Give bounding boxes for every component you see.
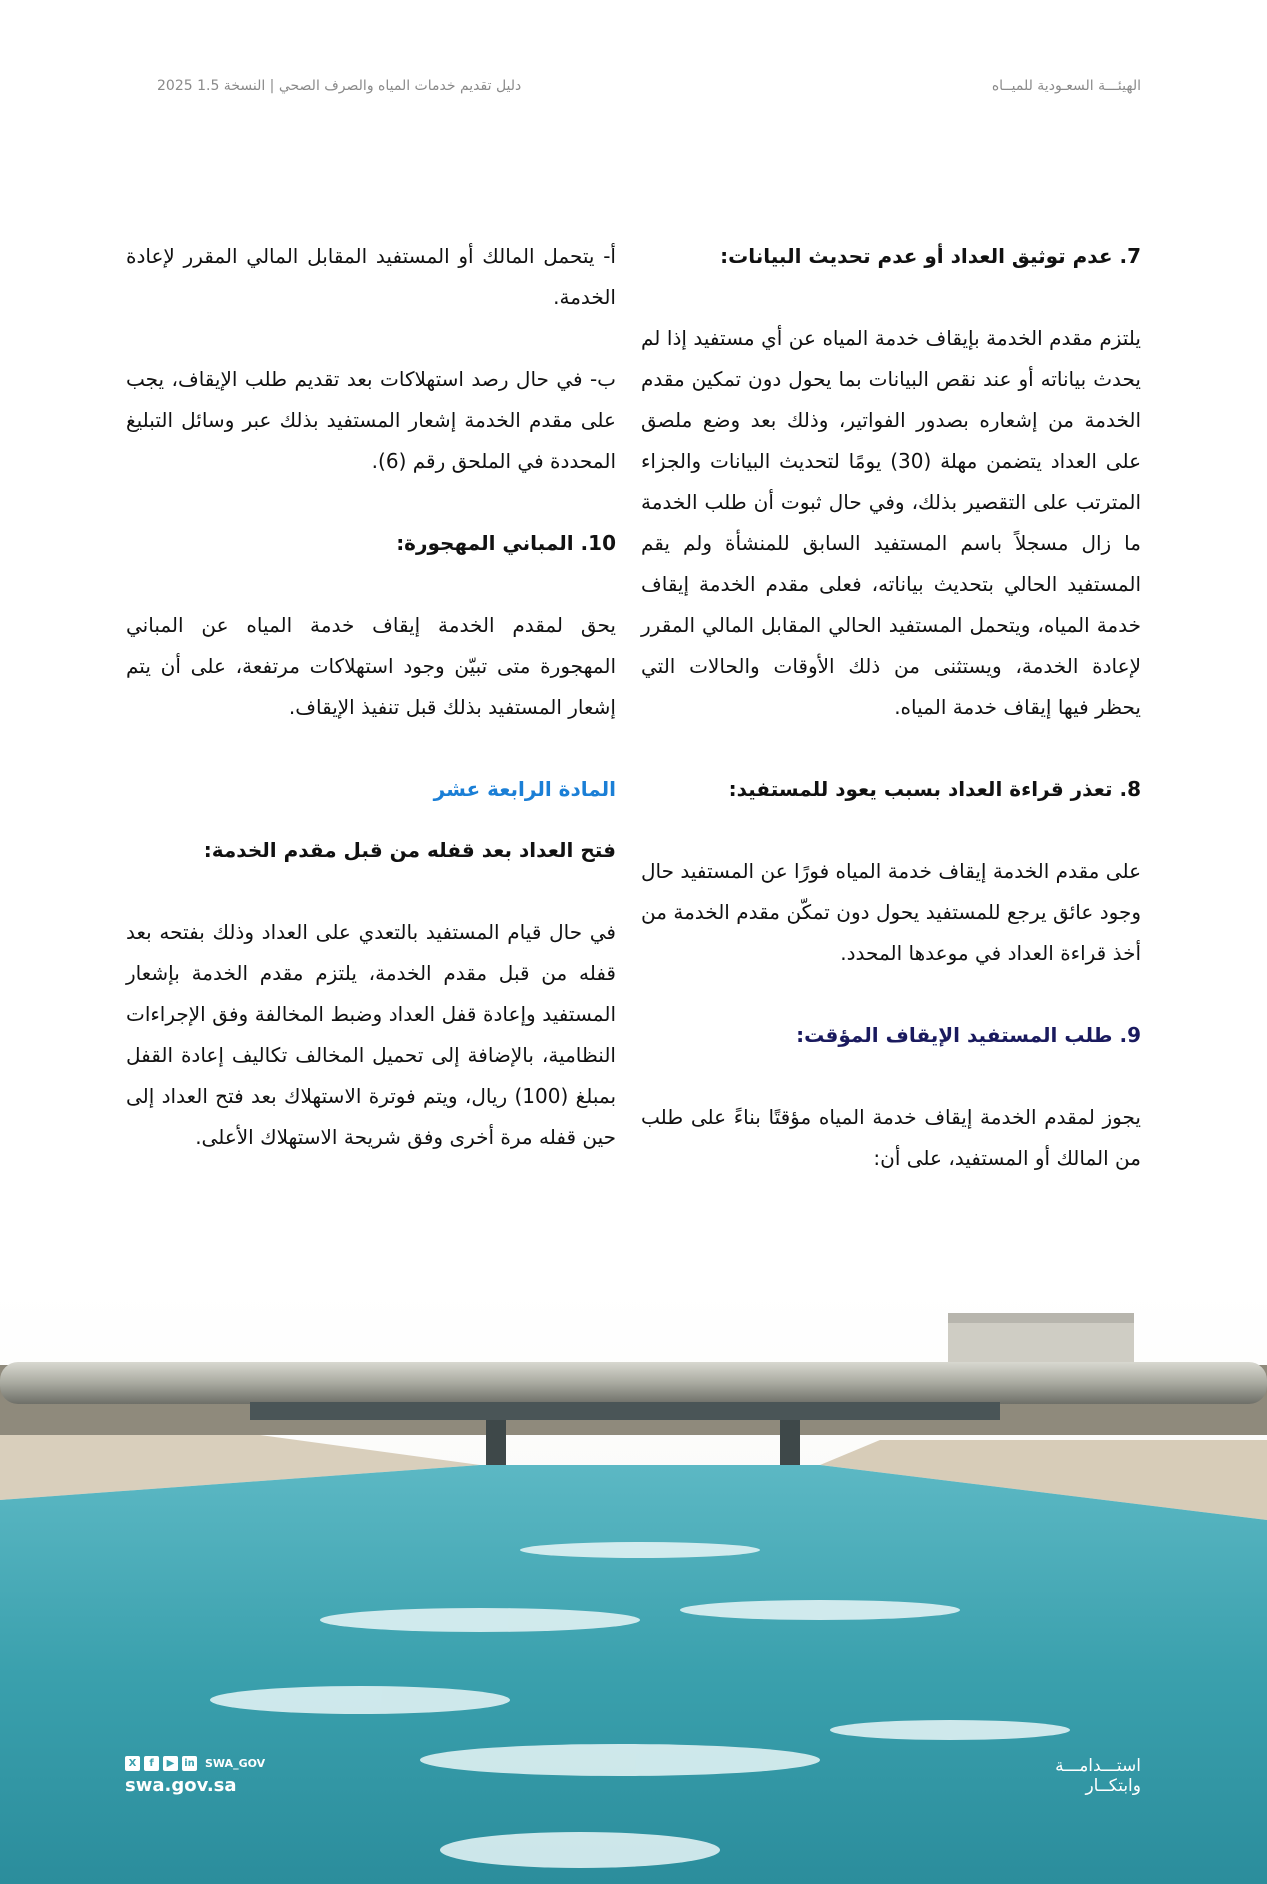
youtube-icon[interactable]: ▶ bbox=[163, 1756, 178, 1771]
section-7-body: يلتزم مقدم الخدمة بإيقاف خدمة المياه عن أي مستفيد إذا لم يحدث بياناته أو عند نقص البيانات بما يحول دون تمكين مقدم الخدمة من إشعاره بصدور الفواتير، وذلك بعد وضع ملصق على العداد يتضمن مهلة (30) يومًا لتحديث البيانات والجزاء المترتب على التقصير بذلك، وفي حال ثبوت أن طلب الخدمة ما زال مسجلاً باسم المستفيد السابق للمنشأة ولم يقم المستفيد الحالي بتحديث بياناته، فعلى مقدم الخدمة إيقاف خدمة المياه، ويتحمل المستفيد الحالي المقابل المالي المقرر لإعادة الخدمة، ويستثنى من ذلك الأوقات والحالات التي يحظر فيها إيقاف خدمة المياه. bbox=[641, 326, 1141, 719]
section-9-title: 9. طلب المستفيد الإيقاف المؤقت: bbox=[796, 1023, 1141, 1047]
slogan bbox=[1055, 1756, 1141, 1796]
footer-contact bbox=[125, 1756, 265, 1796]
guide-title: دليل تقديم خدمات المياه والصرف الصحي | النسخة 1.5 2025 bbox=[157, 78, 522, 94]
section-8-title: 8. تعذر قراءة العداد بسبب يعود للمستفيد: bbox=[728, 777, 1141, 801]
section-8-body: على مقدم الخدمة إيقاف خدمة المياه فورًا عن المستفيد حال وجود عائق يرجع للمستفيد يحول دون تمكّن مقدم الخدمة من أخذ قراءة العداد في موعدها المحدد. bbox=[641, 859, 1141, 965]
pipeline bbox=[0, 1362, 1267, 1404]
x-icon[interactable]: X bbox=[125, 1756, 140, 1771]
facebook-icon[interactable]: f bbox=[144, 1756, 159, 1771]
article-heading: المادة الرابعة عشر bbox=[433, 777, 616, 801]
page-header bbox=[157, 78, 1141, 102]
slogan-line-1: استـــدامـــة bbox=[1055, 1756, 1141, 1776]
website-link[interactable]: swa.gov.sa bbox=[125, 1775, 237, 1796]
article-title: فتح العداد بعد قفله من قبل مقدم الخدمة: bbox=[203, 838, 616, 862]
slogan-line-2: وابتكــار bbox=[1085, 1776, 1141, 1796]
social-handle: SWA_GOV bbox=[205, 1757, 266, 1770]
bridge bbox=[250, 1402, 1000, 1420]
right-column bbox=[641, 236, 1141, 1220]
condition-b: ب- في حال رصد استهلاكات بعد تقديم طلب الإيقاف، يجب على مقدم الخدمة إشعار المستفيد بذلك عبر وسائل التبليغ المحددة في الملحق رقم (6). bbox=[126, 367, 616, 473]
linkedin-icon[interactable]: in bbox=[182, 1756, 197, 1771]
section-10-body: يحق لمقدم الخدمة إيقاف خدمة المياه عن المباني المهجورة متى تبيّن وجود استهلاكات مرتفعة، على أن يتم إشعار المستفيد بذلك قبل تنفيذ الإيقاف. bbox=[126, 613, 616, 719]
section-9-body: يجوز لمقدم الخدمة إيقاف خدمة المياه مؤقتًا بناءً على طلب من المالك أو المستفيد، على أن: bbox=[641, 1105, 1141, 1170]
section-10-title: 10. المباني المهجورة: bbox=[396, 531, 616, 555]
social-links bbox=[125, 1756, 265, 1771]
condition-a: أ- يتحمل المالك أو المستفيد المقابل المالي المقرر لإعادة الخدمة. bbox=[126, 244, 616, 309]
left-column bbox=[126, 236, 616, 1199]
organization-name: الهيئـــة السعـودية للميــاه bbox=[991, 78, 1141, 94]
article-body: في حال قيام المستفيد بالتعدي على العداد وذلك بفتحه بعد قفله من قبل مقدم الخدمة، يلتزم مقدم الخدمة بإشعار المستفيد وإعادة قفل العداد وضبط المخالفة وفق الإجراءات النظامية، بالإضافة إلى تحميل المخالف تكاليف إعادة القفل بمبلغ (100) ريال، ويتم فوترة الاستهلاك بعد فتح العداد إلى حين قفله مرة أخرى وفق شريحة الاستهلاك الأعلى. bbox=[126, 920, 617, 1149]
water bbox=[0, 1465, 1267, 1884]
section-7-title: 7. عدم توثيق العداد أو عدم تحديث البيانات: bbox=[720, 244, 1141, 268]
